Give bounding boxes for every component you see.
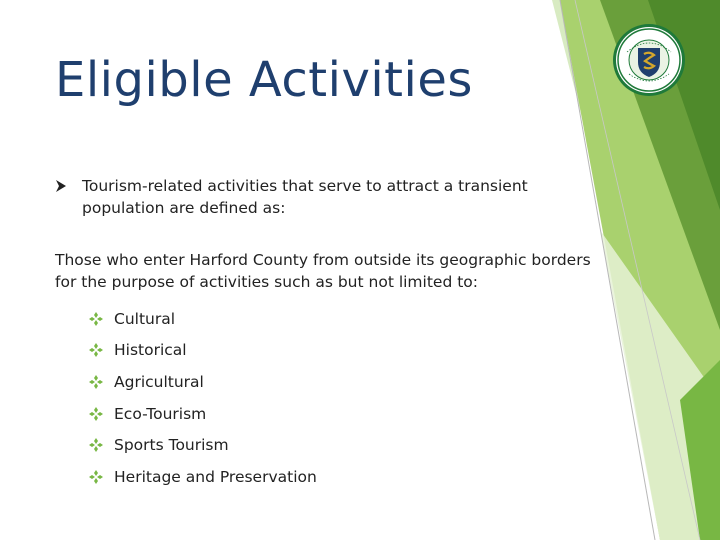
list-item <box>88 429 317 461</box>
activities-list <box>88 303 317 493</box>
arrow-bullet-icon <box>55 175 73 197</box>
body-paragraph: Those who enter Harford County from outside its geographic borders for the purpose of activities such as but not limited to: <box>55 251 591 291</box>
list-item <box>88 461 317 493</box>
list-item-label: Sports Tourism <box>114 436 229 455</box>
list-item-label: Agricultural <box>114 372 204 391</box>
list-item <box>88 398 317 430</box>
list-item-label: Historical <box>114 341 187 360</box>
intro-bullet-text: Tourism-related activities that serve to attract a transient population are defined as: <box>82 177 528 217</box>
four-diamond-bullet-icon <box>88 469 104 485</box>
intro-bullet <box>55 175 575 219</box>
four-diamond-bullet-icon <box>88 406 104 422</box>
list-item <box>88 366 317 398</box>
four-diamond-bullet-icon <box>88 374 104 390</box>
list-item-label: Cultural <box>114 309 176 328</box>
list-item <box>88 335 317 367</box>
four-diamond-bullet-icon <box>88 311 104 327</box>
four-diamond-bullet-icon <box>88 437 104 453</box>
county-seal-icon <box>611 22 687 98</box>
list-item-label: Eco-Tourism <box>114 404 207 423</box>
list-item-label: Heritage and Preservation <box>114 467 317 486</box>
list-item <box>88 303 317 335</box>
four-diamond-bullet-icon <box>88 342 104 358</box>
page-title: Eligible Activities <box>55 52 473 108</box>
